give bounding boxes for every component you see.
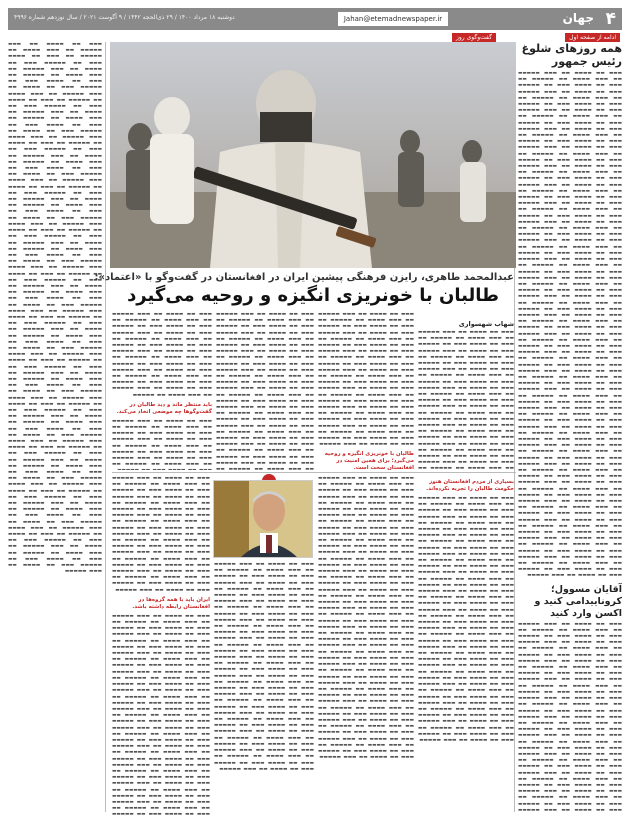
article-body-col-3: ▬▬▬ ▬▬ ▬▬▬▬ ▬▬ ▬▬▬ ▬▬▬▬▬ ▬▬ ▬▬▬ ▬▬▬▬ ▬▬ ▬▬▬▬▬ ▬▬ ▬▬▬ ▬▬ ▬▬▬▬ ▬▬▬ ▬▬ ▬▬▬▬▬ ▬▬▬ ▬▬ ▬▬▬▬ ▬▬ ▬▬▬ ▬▬▬▬▬ ▬▬ ▬▬▬ ▬▬▬▬ ▬▬ ▬▬▬▬▬ ▬▬ ▬▬▬ ▬▬ ▬▬▬▬ ▬▬▬ ▬▬ ▬▬▬▬▬ ▬▬▬ ▬▬ ▬▬▬▬ ▬▬ ▬▬▬ ▬▬▬▬▬ ▬▬ ▬▬▬ ▬▬▬▬ ▬▬ ▬▬▬▬▬ ▬▬ ▬▬▬ ▬▬ ▬▬▬▬ ▬▬▬ ▬▬ ▬▬▬▬▬ ▬▬▬ ▬▬ ▬▬▬▬ ▬▬ ▬▬▬ ▬▬▬▬▬ ▬▬ ▬▬▬ ▬▬▬▬ ▬▬ ▬▬▬▬▬ ▬▬ ▬▬▬ ▬▬ ▬▬▬▬ ▬▬▬ ▬▬ ▬▬▬▬▬ ▬▬▬ ▬▬ ▬▬▬▬ ▬▬ ▬▬▬ ▬▬▬▬▬ ▬▬ ▬▬▬ ▬▬▬▬ ▬▬ ▬▬▬▬▬ ▬▬ ▬▬▬ ▬▬ ▬▬▬▬ ▬▬▬ ▬▬ ▬▬▬▬▬ ▬▬▬ ▬▬ ▬▬▬▬ ▬▬ ▬▬▬ ▬▬▬▬▬ ▬▬ ▬▬▬ ▬▬▬▬ ▬▬ ▬▬▬▬▬ ▬▬ ▬▬▬ ▬▬ ▬▬▬▬ ▬▬▬ ▬▬ ▬▬▬▬▬ ▬▬▬ ▬▬ ▬▬▬▬ ▬▬ ▬▬▬ ▬▬▬▬▬ ▬▬ ▬▬▬ ▬▬▬▬ ▬▬ ▬▬▬▬▬ ▬▬ ▬▬▬ ▬▬ ▬▬▬▬ ▬▬▬ ▬▬ ▬▬▬▬▬ ▬▬▬ ▬▬ ▬▬▬▬ ▬▬ ▬▬▬ ▬▬▬▬▬ ▬▬ ▬▬▬ ▬▬▬▬ ▬▬ ▬▬▬▬▬ ▬▬ ▬▬▬ ▬▬ ▬▬▬▬ ▬▬▬ ▬▬ ▬▬▬▬▬ ▬▬▬ ▬▬ ▬▬▬▬ ▬▬ ▬▬▬ ▬▬▬▬▬ ▬▬ ▬▬▬ ▬▬▬▬ ▬▬ ▬▬▬▬▬ ▬▬	[216, 312, 314, 470]
page-number: ۴	[605, 9, 616, 29]
right-column-second-body: ▬▬▬ ▬▬ ▬▬▬▬ ▬▬ ▬▬▬ ▬▬▬▬▬ ▬▬ ▬▬▬ ▬▬▬▬ ▬▬ ▬▬▬▬▬ ▬▬ ▬▬▬ ▬▬ ▬▬▬▬ ▬▬▬ ▬▬ ▬▬▬▬▬ ▬▬▬ ▬▬ ▬▬▬▬ ▬▬ ▬▬▬ ▬▬▬▬▬ ▬▬ ▬▬▬ ▬▬▬▬ ▬▬ ▬▬▬▬▬ ▬▬ ▬▬▬ ▬▬ ▬▬▬▬ ▬▬▬ ▬▬ ▬▬▬▬▬ ▬▬▬ ▬▬ ▬▬▬▬ ▬▬ ▬▬▬ ▬▬▬▬▬ ▬▬ ▬▬▬ ▬▬▬▬ ▬▬ ▬▬▬▬▬ ▬▬ ▬▬▬ ▬▬ ▬▬▬▬ ▬▬▬ ▬▬ ▬▬▬▬▬ ▬▬▬ ▬▬ ▬▬▬▬ ▬▬ ▬▬▬ ▬▬▬▬▬ ▬▬ ▬▬▬ ▬▬▬▬ ▬▬ ▬▬▬▬▬ ▬▬ ▬▬▬ ▬▬ ▬▬▬▬ ▬▬▬ ▬▬ ▬▬▬▬▬ ▬▬▬ ▬▬ ▬▬▬▬ ▬▬ ▬▬▬ ▬▬▬▬▬ ▬▬ ▬▬▬ ▬▬▬▬ ▬▬ ▬▬▬▬▬ ▬▬ ▬▬▬ ▬▬ ▬▬▬▬ ▬▬▬ ▬▬ ▬▬▬▬▬ ▬▬▬ ▬▬ ▬▬▬▬ ▬▬ ▬▬▬ ▬▬▬▬▬ ▬▬ ▬▬▬ ▬▬▬▬ ▬▬ ▬▬▬▬▬ ▬▬ ▬▬▬ ▬▬ ▬▬▬▬ ▬▬▬ ▬▬ ▬▬▬▬▬ ▬▬▬ ▬▬ ▬▬▬▬ ▬▬ ▬▬▬ ▬▬▬▬▬ ▬▬ ▬▬▬ ▬▬▬▬ ▬▬ ▬▬▬▬▬ ▬▬ ▬▬▬ ▬▬ ▬▬▬▬ ▬▬▬ ▬▬ ▬▬▬▬▬ ▬▬▬ ▬▬ ▬▬▬▬ ▬▬ ▬▬▬ ▬▬▬▬▬ ▬▬ ▬▬▬ ▬▬▬▬ ▬▬ ▬▬▬▬▬ ▬▬ ▬▬▬ ▬▬ ▬▬▬▬ ▬▬▬ ▬▬ ▬▬▬▬▬ ▬▬▬ ▬▬ ▬▬▬▬ ▬▬ ▬▬▬ ▬▬▬▬▬ ▬▬ ▬▬▬ ▬▬▬▬ ▬▬ ▬▬▬▬▬ ▬▬ ▬▬▬ ▬▬ ▬▬▬▬ ▬▬▬ ▬▬ ▬▬▬▬▬ ▬▬▬ ▬▬ ▬▬▬▬ ▬▬ ▬▬▬ ▬▬▬▬▬ ▬▬ ▬▬▬ ▬▬▬▬ ▬▬ ▬▬▬▬▬ ▬▬ ▬▬▬ ▬▬ ▬▬▬▬ ▬▬▬ ▬▬ ▬▬▬▬▬ ▬▬▬ ▬▬ ▬▬▬▬ ▬▬ ▬▬▬ ▬▬▬▬▬	[518, 621, 622, 812]
right-column	[514, 42, 622, 812]
article-body-col-8: ▬▬▬ ▬▬ ▬▬▬▬ ▬▬ ▬▬▬ ▬▬▬▬▬ ▬▬ ▬▬▬ ▬▬▬▬ ▬▬ ▬▬▬▬▬ ▬▬ ▬▬▬ ▬▬ ▬▬▬▬ ▬▬▬ ▬▬ ▬▬▬▬▬ ▬▬▬ ▬▬ ▬▬▬▬ ▬▬ ▬▬▬ ▬▬▬▬▬ ▬▬ ▬▬▬ ▬▬▬▬ ▬▬ ▬▬▬▬▬ ▬▬ ▬▬▬ ▬▬ ▬▬▬▬ ▬▬▬ ▬▬ ▬▬▬▬▬ ▬▬▬ ▬▬ ▬▬▬▬ ▬▬ ▬▬▬ ▬▬▬▬▬ ▬▬ ▬▬▬ ▬▬▬▬ ▬▬ ▬▬▬▬▬ ▬▬ ▬▬▬ ▬▬ ▬▬▬▬ ▬▬▬ ▬▬ ▬▬▬▬▬ ▬▬▬ ▬▬ ▬▬▬▬ ▬▬ ▬▬▬ ▬▬▬▬▬ ▬▬ ▬▬▬ ▬▬▬▬ ▬▬ ▬▬▬▬▬ ▬▬ ▬▬▬ ▬▬ ▬▬▬▬ ▬▬▬ ▬▬ ▬▬▬▬▬ ▬▬▬ ▬▬ ▬▬▬▬ ▬▬ ▬▬▬ ▬▬▬▬▬ ▬▬ ▬▬▬ ▬▬▬▬ ▬▬ ▬▬▬▬▬ ▬▬ ▬▬▬ ▬▬ ▬▬▬▬ ▬▬▬ ▬▬ ▬▬▬▬▬ ▬▬▬ ▬▬ ▬▬▬▬ ▬▬ ▬▬▬ ▬▬▬▬▬ ▬▬ ▬▬▬ ▬▬▬▬ ▬▬ ▬▬▬▬▬ ▬▬ ▬▬▬ ▬▬ ▬▬▬▬ ▬▬▬ ▬▬ ▬▬▬▬▬ ▬▬▬ ▬▬ ▬▬▬▬ ▬▬ ▬▬▬ ▬▬▬▬▬ ▬▬ ▬▬▬ ▬▬▬▬ ▬▬ ▬▬▬▬▬ ▬▬ ▬▬▬ ▬▬ ▬▬▬▬ ▬▬▬ ▬▬ ▬▬▬▬▬ ▬▬▬ ▬▬ ▬▬▬▬ ▬▬ ▬▬▬ ▬▬▬▬▬ ▬▬ ▬▬▬ ▬▬▬▬ ▬▬ ▬▬▬▬▬ ▬▬ ▬▬▬ ▬▬ ▬▬▬▬ ▬▬▬ ▬▬ ▬▬▬▬▬ ▬▬▬ ▬▬ ▬▬▬▬ ▬▬ ▬▬▬ ▬▬▬▬▬ ▬▬ ▬▬▬ ▬▬▬▬ ▬▬ ▬▬▬▬▬ ▬▬ ▬▬▬ ▬▬ ▬▬▬▬ ▬▬▬ ▬▬ ▬▬▬▬▬ ▬▬▬ ▬▬ ▬▬▬▬ ▬▬ ▬▬▬ ▬▬▬▬▬ ▬▬ ▬▬▬ ▬▬▬▬ ▬▬ ▬▬▬▬▬ ▬▬ ▬▬▬ ▬▬ ▬▬▬▬ ▬▬▬ ▬▬ ▬▬▬▬▬ ▬▬▬ ▬▬ ▬▬▬▬ ▬▬ ▬▬▬ ▬▬▬▬▬ ▬▬ ▬▬▬ ▬▬▬▬ ▬▬ ▬▬▬▬▬ ▬▬ ▬▬▬ ▬▬ ▬▬▬▬ ▬▬▬ ▬▬ ▬▬▬▬▬ ▬▬▬ ▬▬ ▬▬▬▬ ▬▬ ▬▬▬ ▬▬▬▬▬	[214, 562, 314, 772]
article-body-col-7: ▬▬▬ ▬▬ ▬▬▬▬ ▬▬ ▬▬▬ ▬▬▬▬▬ ▬▬ ▬▬▬ ▬▬▬▬ ▬▬ ▬▬▬▬▬ ▬▬ ▬▬▬ ▬▬ ▬▬▬▬ ▬▬▬ ▬▬ ▬▬▬▬▬ ▬▬▬ ▬▬ ▬▬▬▬ ▬▬ ▬▬▬ ▬▬▬▬▬ ▬▬ ▬▬▬ ▬▬▬▬ ▬▬ ▬▬▬▬▬ ▬▬ ▬▬▬ ▬▬ ▬▬▬▬ ▬▬▬ ▬▬ ▬▬▬▬▬ ▬▬▬ ▬▬ ▬▬▬▬ ▬▬ ▬▬▬ ▬▬▬▬▬ ▬▬ ▬▬▬ ▬▬▬▬ ▬▬ ▬▬▬▬▬ ▬▬ ▬▬▬ ▬▬ ▬▬▬▬ ▬▬▬ ▬▬ ▬▬▬▬▬ ▬▬▬ ▬▬ ▬▬▬▬ ▬▬ ▬▬▬ ▬▬▬▬▬ ▬▬ ▬▬▬ ▬▬▬▬ ▬▬ ▬▬▬▬▬ ▬▬ ▬▬▬ ▬▬ ▬▬▬▬ ▬▬▬ ▬▬ ▬▬▬▬▬ ▬▬▬ ▬▬ ▬▬▬▬ ▬▬ ▬▬▬ ▬▬▬▬▬ ▬▬ ▬▬▬ ▬▬▬▬ ▬▬ ▬▬▬▬▬ ▬▬ ▬▬▬ ▬▬ ▬▬▬▬ ▬▬▬ ▬▬ ▬▬▬▬▬ ▬▬▬ ▬▬ ▬▬▬▬ ▬▬ ▬▬▬ ▬▬▬▬▬ ▬▬ ▬▬▬ ▬▬▬▬ ▬▬ ▬▬▬▬▬ ▬▬ ▬▬▬ ▬▬ ▬▬▬▬ ▬▬▬ ▬▬ ▬▬▬▬▬ ▬▬▬ ▬▬ ▬▬▬▬ ▬▬ ▬▬▬ ▬▬▬▬▬ ایران باید با همه گروه‌ها در افغانستان رابطه داشته باشد. ▬▬▬ ▬▬ ▬▬▬▬ ▬▬ ▬▬▬ ▬▬▬▬▬ ▬▬ ▬▬▬ ▬▬▬▬ ▬▬ ▬▬▬▬▬ ▬▬ ▬▬▬ ▬▬ ▬▬▬▬ ▬▬▬ ▬▬ ▬▬▬▬▬ ▬▬▬ ▬▬ ▬▬▬▬ ▬▬ ▬▬▬ ▬▬▬▬▬ ▬▬ ▬▬▬ ▬▬▬▬ ▬▬ ▬▬▬▬▬ ▬▬ ▬▬▬ ▬▬ ▬▬▬▬ ▬▬▬ ▬▬ ▬▬▬▬▬ ▬▬▬ ▬▬ ▬▬▬▬ ▬▬ ▬▬▬ ▬▬▬▬▬ ▬▬ ▬▬▬ ▬▬▬▬ ▬▬ ▬▬▬▬▬ ▬▬ ▬▬▬ ▬▬ ▬▬▬▬ ▬▬▬ ▬▬ ▬▬▬▬▬ ▬▬▬ ▬▬ ▬▬▬▬ ▬▬ ▬▬▬ ▬▬▬▬▬ ▬▬ ▬▬▬ ▬▬▬▬ ▬▬ ▬▬▬▬▬ ▬▬ ▬▬▬ ▬▬ ▬▬▬▬ ▬▬▬ ▬▬ ▬▬▬▬▬ ▬▬▬ ▬▬ ▬▬▬▬ ▬▬ ▬▬▬ ▬▬▬▬▬ ▬▬ ▬▬▬ ▬▬▬▬ ▬▬ ▬▬▬▬▬ ▬▬ ▬▬▬ ▬▬ ▬▬▬▬ ▬▬▬ ▬▬ ▬▬▬▬▬ ▬▬▬ ▬▬ ▬▬▬▬ ▬▬ ▬▬▬ ▬▬▬▬▬ ▬▬ ▬▬▬ ▬▬▬▬ ▬▬ ▬▬▬▬▬ ▬▬ ▬▬▬ ▬▬ ▬▬▬▬ ▬▬▬ ▬▬ ▬▬▬▬▬ ▬▬▬ ▬▬ ▬▬▬▬ ▬▬ ▬▬▬ ▬▬▬▬▬ ▬▬ ▬▬▬ ▬▬▬▬ ▬▬ ▬▬▬▬▬ ▬▬ ▬▬▬ ▬▬ ▬▬▬▬ ▬▬▬ ▬▬ ▬▬▬▬▬ ▬▬▬ ▬▬ ▬▬▬▬ ▬▬ ▬▬▬ ▬▬▬▬▬ ▬▬ ▬▬▬ ▬▬▬▬ ▬▬ ▬▬▬▬▬ ▬▬ ▬▬▬ ▬▬ ▬▬▬▬ ▬▬▬ ▬▬ ▬▬▬▬▬ ▬▬▬ ▬▬ ▬▬▬▬ ▬▬ ▬▬▬ ▬▬▬▬▬ ▬▬ ▬▬▬ ▬▬▬▬ ▬▬ ▬▬▬▬▬ ▬▬ ▬▬▬ ▬▬ ▬▬▬▬ ▬▬▬ ▬▬ ▬▬▬▬▬ ▬▬▬ ▬▬ ▬▬▬▬ ▬▬ ▬▬▬ ▬▬▬▬▬ ▬▬ ▬▬▬ ▬▬▬▬ ▬▬ ▬▬▬▬▬ ▬▬ ▬▬▬ ▬▬ ▬▬▬▬ ▬▬▬ ▬▬ ▬▬▬▬▬ ▬▬▬ ▬▬ ▬▬▬▬ ▬▬ ▬▬▬ ▬▬▬▬▬ ▬▬ ▬▬▬ ▬▬▬▬ ▬▬ ▬▬▬▬▬ ▬▬ ▬▬▬ ▬▬ ▬▬▬▬ ▬▬▬ ▬▬ ▬▬▬▬▬	[112, 476, 210, 816]
article-body-col-1: ▬▬▬ ▬▬ ▬▬▬▬ ▬▬ ▬▬▬ ▬▬▬▬▬ ▬▬ ▬▬▬ ▬▬▬▬ ▬▬ ▬▬▬▬▬ ▬▬ ▬▬▬ ▬▬ ▬▬▬▬ ▬▬▬ ▬▬ ▬▬▬▬▬ ▬▬▬ ▬▬ ▬▬▬▬ ▬▬ ▬▬▬ ▬▬▬▬▬ ▬▬ ▬▬▬ ▬▬▬▬ ▬▬ ▬▬▬▬▬ ▬▬ ▬▬▬ ▬▬ ▬▬▬▬ ▬▬▬ ▬▬ ▬▬▬▬▬ ▬▬▬ ▬▬ ▬▬▬▬ ▬▬ ▬▬▬ ▬▬▬▬▬ ▬▬ ▬▬▬ ▬▬▬▬ ▬▬ ▬▬▬▬▬ ▬▬ ▬▬▬ ▬▬ ▬▬▬▬ ▬▬▬ ▬▬ ▬▬▬▬▬ ▬▬▬ ▬▬ ▬▬▬▬ ▬▬ ▬▬▬ ▬▬▬▬▬ ▬▬ ▬▬▬ ▬▬▬▬ ▬▬ ▬▬▬▬▬ ▬▬ ▬▬▬ ▬▬ ▬▬▬▬ ▬▬▬ ▬▬ ▬▬▬▬▬ ▬▬▬ ▬▬ ▬▬▬▬ ▬▬ ▬▬▬ ▬▬▬▬▬ ▬▬ ▬▬▬ ▬▬▬▬ ▬▬ ▬▬▬▬▬ ▬▬ ▬▬▬ ▬▬ ▬▬▬▬ ▬▬▬ ▬▬ ▬▬▬▬▬ ▬▬▬ ▬▬ ▬▬▬▬ ▬▬ ▬▬▬ ▬▬▬▬▬ ▬▬ ▬▬▬ ▬▬▬▬ ▬▬ ▬▬▬▬▬ ▬▬ ▬▬▬ ▬▬ ▬▬▬▬ ▬▬▬ ▬▬ ▬▬▬▬▬ ▬▬▬ ▬▬ ▬▬▬▬ ▬▬ ▬▬▬ ▬▬▬▬▬ ▬▬ ▬▬▬ ▬▬▬▬ ▬▬ ▬▬▬▬▬ ▬▬ ▬▬▬ ▬▬ ▬▬▬▬ ▬▬▬ ▬▬ ▬▬▬▬▬ ▬▬▬ ▬▬ ▬▬▬▬ ▬▬ ▬▬▬ ▬▬▬▬▬ ▬▬ ▬▬▬ ▬▬▬▬ ▬▬ ▬▬▬▬▬ ▬▬	[418, 330, 514, 470]
article-body-col-6: ▬▬▬ ▬▬ ▬▬▬▬ ▬▬ ▬▬▬ ▬▬▬▬▬ ▬▬ ▬▬▬ ▬▬▬▬ ▬▬ ▬▬▬▬▬ ▬▬ ▬▬▬ ▬▬ ▬▬▬▬ ▬▬▬ ▬▬ ▬▬▬▬▬ ▬▬▬ ▬▬ ▬▬▬▬ ▬▬ ▬▬▬ ▬▬▬▬▬ ▬▬ ▬▬▬ ▬▬▬▬ ▬▬ ▬▬▬▬▬ ▬▬ ▬▬▬ ▬▬ ▬▬▬▬ ▬▬▬ ▬▬ ▬▬▬▬▬ ▬▬▬ ▬▬ ▬▬▬▬ ▬▬ ▬▬▬ ▬▬▬▬▬ ▬▬ ▬▬▬ ▬▬▬▬ ▬▬ ▬▬▬▬▬ ▬▬ ▬▬▬ ▬▬ ▬▬▬▬ ▬▬▬ ▬▬ ▬▬▬▬▬ ▬▬▬ ▬▬ ▬▬▬▬ ▬▬ ▬▬▬ ▬▬▬▬▬ ▬▬ ▬▬▬ ▬▬▬▬ ▬▬ ▬▬▬▬▬ ▬▬ ▬▬▬ ▬▬ ▬▬▬▬ ▬▬▬ ▬▬ ▬▬▬▬▬ ▬▬▬ ▬▬ ▬▬▬▬ ▬▬ ▬▬▬ ▬▬▬▬▬ ▬▬ ▬▬▬ ▬▬▬▬ ▬▬ ▬▬▬▬▬ ▬▬ ▬▬▬ ▬▬ ▬▬▬▬ ▬▬▬ ▬▬ ▬▬▬▬▬ ▬▬▬ ▬▬ ▬▬▬▬ ▬▬ ▬▬▬ ▬▬▬▬▬ ▬▬ ▬▬▬ ▬▬▬▬ ▬▬ ▬▬▬▬▬ ▬▬ ▬▬▬ ▬▬ ▬▬▬▬ ▬▬▬ ▬▬ ▬▬▬▬▬ ▬▬▬ ▬▬ ▬▬▬▬ ▬▬ ▬▬▬ ▬▬▬▬▬ ▬▬ ▬▬▬ ▬▬▬▬ ▬▬ ▬▬▬▬▬ ▬▬ ▬▬▬ ▬▬ ▬▬▬▬ ▬▬▬ ▬▬ ▬▬▬▬▬ ▬▬▬ ▬▬ ▬▬▬▬ ▬▬ ▬▬▬ ▬▬▬▬▬ ▬▬ ▬▬▬ ▬▬▬▬ ▬▬ ▬▬▬▬▬ ▬▬ ▬▬▬ ▬▬ ▬▬▬▬ ▬▬▬ ▬▬ ▬▬▬▬▬ ▬▬▬ ▬▬ ▬▬▬▬ ▬▬ ▬▬▬ ▬▬▬▬▬ ▬▬ ▬▬▬ ▬▬▬▬ ▬▬ ▬▬▬▬▬ ▬▬ ▬▬▬ ▬▬ ▬▬▬▬ ▬▬▬ ▬▬ ▬▬▬▬▬ ▬▬▬ ▬▬ ▬▬▬▬ ▬▬ ▬▬▬ ▬▬▬▬▬ ▬▬ ▬▬▬ ▬▬▬▬ ▬▬ ▬▬▬▬▬ ▬▬ ▬▬▬ ▬▬ ▬▬▬▬ ▬▬▬ ▬▬ ▬▬▬▬▬ ▬▬▬ ▬▬ ▬▬▬▬ ▬▬ ▬▬▬ ▬▬▬▬▬ ▬▬ ▬▬▬ ▬▬▬▬ ▬▬ ▬▬▬▬▬ ▬▬ ▬▬▬ ▬▬ ▬▬▬▬ ▬▬▬ ▬▬ ▬▬▬▬▬ ▬▬▬ ▬▬ ▬▬▬▬ ▬▬ ▬▬▬ ▬▬▬▬▬ ▬▬ ▬▬▬ ▬▬▬▬ ▬▬ ▬▬▬▬▬ ▬▬ ▬▬▬ ▬▬ ▬▬▬▬ ▬▬▬ ▬▬ ▬▬▬▬▬ ▬▬▬ ▬▬ ▬▬▬▬ ▬▬ ▬▬▬ ▬▬▬▬▬ ▬▬ ▬▬▬ ▬▬▬▬ ▬▬ ▬▬▬▬▬ ▬▬ ▬▬▬ ▬▬ ▬▬▬▬ ▬▬▬ ▬▬ ▬▬▬▬▬ ▬▬▬ ▬▬ ▬▬▬▬ ▬▬ ▬▬▬ ▬▬▬▬▬ ▬▬ ▬▬▬ ▬▬▬▬ ▬▬ ▬▬▬▬▬ ▬▬ ▬▬▬ ▬▬ ▬▬▬▬ ▬▬▬ ▬▬ ▬▬▬▬▬ ▬▬▬ ▬▬ ▬▬▬▬ ▬▬ ▬▬▬ ▬▬▬▬▬ ▬▬ ▬▬▬ ▬▬▬▬ ▬▬ ▬▬▬▬▬ ▬▬ ▬▬▬ ▬▬ ▬▬▬▬ ▬▬▬ ▬▬ ▬▬▬▬▬ ▬▬▬ ▬▬ ▬▬▬▬ ▬▬ ▬▬▬ ▬▬▬▬▬	[318, 476, 414, 761]
article-headline: طالبان با خونریزی انگیزه و روحیه می‌گیرد	[127, 285, 499, 306]
article-byline: شهاب شهسواری	[458, 320, 514, 328]
left-column-body: ▬▬▬ ▬▬ ▬▬▬▬ ▬▬ ▬▬▬ ▬▬▬▬▬ ▬▬ ▬▬▬ ▬▬▬▬ ▬▬ ▬▬▬▬▬ ▬▬ ▬▬▬ ▬▬ ▬▬▬▬ ▬▬▬ ▬▬ ▬▬▬▬▬ ▬▬▬ ▬▬ ▬▬▬▬ ▬▬ ▬▬▬ ▬▬▬▬▬ ▬▬ ▬▬▬ ▬▬▬▬ ▬▬ ▬▬▬▬▬ ▬▬ ▬▬▬ ▬▬ ▬▬▬▬ ▬▬▬ ▬▬ ▬▬▬▬▬ ▬▬▬ ▬▬ ▬▬▬▬ ▬▬ ▬▬▬ ▬▬▬▬▬ ▬▬ ▬▬▬ ▬▬▬▬ ▬▬ ▬▬▬▬▬ ▬▬ ▬▬▬ ▬▬ ▬▬▬▬ ▬▬▬ ▬▬ ▬▬▬▬▬ ▬▬▬ ▬▬ ▬▬▬▬ ▬▬ ▬▬▬ ▬▬▬▬▬ ▬▬ ▬▬▬ ▬▬▬▬ ▬▬ ▬▬▬▬▬ ▬▬ ▬▬▬ ▬▬ ▬▬▬▬ ▬▬▬ ▬▬ ▬▬▬▬▬ ▬▬▬ ▬▬ ▬▬▬▬ ▬▬ ▬▬▬ ▬▬▬▬▬ ▬▬ ▬▬▬ ▬▬▬▬ ▬▬ ▬▬▬▬▬ ▬▬ ▬▬▬ ▬▬ ▬▬▬▬ ▬▬▬ ▬▬ ▬▬▬▬▬ ▬▬▬ ▬▬ ▬▬▬▬ ▬▬ ▬▬▬ ▬▬▬▬▬ ▬▬ ▬▬▬ ▬▬▬▬ ▬▬ ▬▬▬▬▬ ▬▬ ▬▬▬ ▬▬ ▬▬▬▬ ▬▬▬ ▬▬ ▬▬▬▬▬ ▬▬▬ ▬▬ ▬▬▬▬ ▬▬ ▬▬▬ ▬▬▬▬▬ ▬▬ ▬▬▬ ▬▬▬▬ ▬▬ ▬▬▬▬▬ ▬▬ ▬▬▬ ▬▬ ▬▬▬▬ ▬▬▬ ▬▬ ▬▬▬▬▬ ▬▬▬ ▬▬ ▬▬▬▬ ▬▬ ▬▬▬ ▬▬▬▬▬ ▬▬ ▬▬▬ ▬▬▬▬ ▬▬ ▬▬▬▬▬ ▬▬ ▬▬▬ ▬▬ ▬▬▬▬ ▬▬▬ ▬▬ ▬▬▬▬▬ ▬▬▬ ▬▬ ▬▬▬▬ ▬▬ ▬▬▬ ▬▬▬▬▬ ▬▬ ▬▬▬ ▬▬▬▬ ▬▬ ▬▬▬▬▬ ▬▬ ▬▬▬ ▬▬ ▬▬▬▬ ▬▬▬ ▬▬ ▬▬▬▬▬ ▬▬▬ ▬▬ ▬▬▬▬ ▬▬ ▬▬▬ ▬▬▬▬▬ ▬▬ ▬▬▬ ▬▬▬▬ ▬▬ ▬▬▬▬▬ ▬▬ ▬▬▬ ▬▬ ▬▬▬▬ ▬▬▬ ▬▬ ▬▬▬▬▬ ▬▬▬ ▬▬ ▬▬▬▬ ▬▬ ▬▬▬ ▬▬▬▬▬ ▬▬ ▬▬▬ ▬▬▬▬ ▬▬ ▬▬▬▬▬ ▬▬ ▬▬▬ ▬▬ ▬▬▬▬ ▬▬▬ ▬▬ ▬▬▬▬▬ ▬▬▬ ▬▬ ▬▬▬▬ ▬▬ ▬▬▬ ▬▬▬▬▬ ▬▬ ▬▬▬ ▬▬▬▬ ▬▬ ▬▬▬▬▬ ▬▬ ▬▬▬ ▬▬ ▬▬▬▬ ▬▬▬ ▬▬ ▬▬▬▬▬ ▬▬▬ ▬▬ ▬▬▬▬ ▬▬ ▬▬▬ ▬▬▬▬▬ ▬▬ ▬▬▬ ▬▬▬▬ ▬▬ ▬▬▬▬▬ ▬▬ ▬▬▬ ▬▬ ▬▬▬▬ ▬▬▬ ▬▬ ▬▬▬▬▬ ▬▬▬ ▬▬ ▬▬▬▬ ▬▬ ▬▬▬ ▬▬▬▬▬ ▬▬ ▬▬▬ ▬▬▬▬ ▬▬ ▬▬▬▬▬ ▬▬ ▬▬▬ ▬▬ ▬▬▬▬ ▬▬▬ ▬▬ ▬▬▬▬▬ ▬▬▬ ▬▬ ▬▬▬▬ ▬▬ ▬▬▬ ▬▬▬▬▬ ▬▬ ▬▬▬ ▬▬▬▬ ▬▬ ▬▬▬▬▬ ▬▬ ▬▬▬ ▬▬ ▬▬▬▬ ▬▬▬ ▬▬ ▬▬▬▬▬ ▬▬▬ ▬▬ ▬▬▬▬ ▬▬ ▬▬▬ ▬▬▬▬▬ ▬▬ ▬▬▬ ▬▬▬▬ ▬▬ ▬▬▬▬▬ ▬▬ ▬▬▬ ▬▬ ▬▬▬▬ ▬▬▬ ▬▬ ▬▬▬▬▬ ▬▬▬ ▬▬ ▬▬▬▬ ▬▬ ▬▬▬ ▬▬▬▬▬ ▬▬ ▬▬▬ ▬▬▬▬ ▬▬ ▬▬▬▬▬ ▬▬ ▬▬▬ ▬▬ ▬▬▬▬ ▬▬▬ ▬▬ ▬▬▬▬▬ ▬▬▬ ▬▬ ▬▬▬▬ ▬▬ ▬▬▬ ▬▬▬▬▬ ▬▬ ▬▬▬ ▬▬▬▬ ▬▬ ▬▬▬▬▬ ▬▬ ▬▬▬ ▬▬ ▬▬▬▬ ▬▬▬ ▬▬ ▬▬▬▬▬ ▬▬▬ ▬▬ ▬▬▬▬ ▬▬ ▬▬▬ ▬▬▬▬▬ ▬▬ ▬▬▬ ▬▬▬▬ ▬▬ ▬▬▬▬▬ ▬▬ ▬▬▬ ▬▬ ▬▬▬▬ ▬▬▬ ▬▬ ▬▬▬▬▬ ▬▬▬ ▬▬ ▬▬▬▬ ▬▬ ▬▬▬ ▬▬▬▬▬ ▬▬ ▬▬▬ ▬▬▬▬ ▬▬ ▬▬▬▬▬ ▬▬ ▬▬▬ ▬▬ ▬▬▬▬ ▬▬▬ ▬▬ ▬▬▬▬▬ ▬▬▬ ▬▬ ▬▬▬▬ ▬▬ ▬▬▬ ▬▬▬▬▬ ▬▬ ▬▬▬ ▬▬▬▬ ▬▬ ▬▬▬▬▬ ▬▬ ▬▬▬ ▬▬ ▬▬▬▬ ▬▬▬ ▬▬ ▬▬▬▬▬ ▬▬▬ ▬▬ ▬▬▬▬ ▬▬ ▬▬▬ ▬▬▬▬▬ ▬▬ ▬▬▬ ▬▬▬▬ ▬▬ ▬▬▬▬▬ ▬▬ ▬▬▬ ▬▬ ▬▬▬▬ ▬▬▬ ▬▬ ▬▬▬▬▬ ▬▬▬ ▬▬ ▬▬▬▬ ▬▬ ▬▬▬ ▬▬▬▬▬ ▬▬ ▬▬▬ ▬▬▬▬ ▬▬ ▬▬▬▬▬ ▬▬ ▬▬▬ ▬▬ ▬▬▬▬ ▬▬▬ ▬▬ ▬▬▬▬▬ ▬▬▬ ▬▬ ▬▬▬▬ ▬▬ ▬▬▬ ▬▬▬▬▬ ▬▬ ▬▬▬ ▬▬▬▬ ▬▬ ▬▬▬▬▬ ▬▬ ▬▬▬ ▬▬ ▬▬▬▬ ▬▬▬ ▬▬ ▬▬▬▬▬ ▬▬▬ ▬▬ ▬▬▬▬ ▬▬ ▬▬▬ ▬▬▬▬▬	[8, 42, 102, 575]
article-kicker: عبدالمحمد طاهری، رایزن فرهنگی پیشین ایران در افغانستان در گفت‌وگو با «اعتماد»:	[94, 272, 514, 283]
section-divider	[112, 472, 516, 473]
article-body-col-5: بسیاری از مردم افغانستان هنوز حکومت طالبان را تجربه نکرده‌اند. ▬▬▬ ▬▬ ▬▬▬▬ ▬▬ ▬▬▬ ▬▬▬▬▬ ▬▬ ▬▬▬ ▬▬▬▬ ▬▬ ▬▬▬▬▬ ▬▬ ▬▬▬ ▬▬ ▬▬▬▬ ▬▬▬ ▬▬ ▬▬▬▬▬ ▬▬▬ ▬▬ ▬▬▬▬ ▬▬ ▬▬▬ ▬▬▬▬▬ ▬▬ ▬▬▬ ▬▬▬▬ ▬▬ ▬▬▬▬▬ ▬▬ ▬▬▬ ▬▬ ▬▬▬▬ ▬▬▬ ▬▬ ▬▬▬▬▬ ▬▬▬ ▬▬ ▬▬▬▬ ▬▬ ▬▬▬ ▬▬▬▬▬ ▬▬ ▬▬▬ ▬▬▬▬ ▬▬ ▬▬▬▬▬ ▬▬ ▬▬▬ ▬▬ ▬▬▬▬ ▬▬▬ ▬▬ ▬▬▬▬▬ ▬▬▬ ▬▬ ▬▬▬▬ ▬▬ ▬▬▬ ▬▬▬▬▬ ▬▬ ▬▬▬ ▬▬▬▬ ▬▬ ▬▬▬▬▬ ▬▬ ▬▬▬ ▬▬ ▬▬▬▬ ▬▬▬ ▬▬ ▬▬▬▬▬ ▬▬▬ ▬▬ ▬▬▬▬ ▬▬ ▬▬▬ ▬▬▬▬▬ ▬▬ ▬▬▬ ▬▬▬▬ ▬▬ ▬▬▬▬▬ ▬▬ ▬▬▬ ▬▬ ▬▬▬▬ ▬▬▬ ▬▬ ▬▬▬▬▬ ▬▬▬ ▬▬ ▬▬▬▬ ▬▬ ▬▬▬ ▬▬▬▬▬ ▬▬ ▬▬▬ ▬▬▬▬ ▬▬ ▬▬▬▬▬ ▬▬ ▬▬▬ ▬▬ ▬▬▬▬ ▬▬▬ ▬▬ ▬▬▬▬▬ ▬▬▬ ▬▬ ▬▬▬▬ ▬▬ ▬▬▬ ▬▬▬▬▬ ▬▬ ▬▬▬ ▬▬▬▬ ▬▬ ▬▬▬▬▬ ▬▬ ▬▬▬ ▬▬ ▬▬▬▬ ▬▬▬ ▬▬ ▬▬▬▬▬ ▬▬▬ ▬▬ ▬▬▬▬ ▬▬ ▬▬▬ ▬▬▬▬▬ ▬▬ ▬▬▬ ▬▬▬▬ ▬▬ ▬▬▬▬▬ ▬▬ ▬▬▬ ▬▬ ▬▬▬▬ ▬▬▬ ▬▬ ▬▬▬▬▬ ▬▬▬ ▬▬ ▬▬▬▬ ▬▬ ▬▬▬ ▬▬▬▬▬ ▬▬ ▬▬▬ ▬▬▬▬ ▬▬ ▬▬▬▬▬ ▬▬ ▬▬▬ ▬▬ ▬▬▬▬ ▬▬▬ ▬▬ ▬▬▬▬▬ ▬▬▬ ▬▬ ▬▬▬▬ ▬▬ ▬▬▬ ▬▬▬▬▬ ▬▬ ▬▬▬ ▬▬▬▬ ▬▬ ▬▬▬▬▬ ▬▬ ▬▬▬ ▬▬ ▬▬▬▬ ▬▬▬ ▬▬ ▬▬▬▬▬ ▬▬▬ ▬▬ ▬▬▬▬ ▬▬ ▬▬▬ ▬▬▬▬▬ ▬▬ ▬▬▬ ▬▬▬▬ ▬▬ ▬▬▬▬▬ ▬▬ ▬▬▬ ▬▬ ▬▬▬▬ ▬▬▬ ▬▬ ▬▬▬▬▬ ▬▬▬ ▬▬ ▬▬▬▬ ▬▬ ▬▬▬ ▬▬▬▬▬ ▬▬ ▬▬▬ ▬▬▬▬ ▬▬ ▬▬▬▬▬ ▬▬ ▬▬▬ ▬▬ ▬▬▬▬ ▬▬▬ ▬▬ ▬▬▬▬▬ ▬▬▬ ▬▬ ▬▬▬▬ ▬▬ ▬▬▬ ▬▬▬▬▬ ▬▬ ▬▬▬ ▬▬▬▬ ▬▬ ▬▬▬▬▬ ▬▬ ▬▬▬ ▬▬ ▬▬▬▬ ▬▬▬ ▬▬ ▬▬▬▬▬ ▬▬▬ ▬▬ ▬▬▬▬ ▬▬ ▬▬▬ ▬▬▬▬▬	[418, 479, 514, 743]
section-title: جهان	[562, 11, 594, 25]
article-body-col-2: ▬▬▬ ▬▬ ▬▬▬▬ ▬▬ ▬▬▬ ▬▬▬▬▬ ▬▬ ▬▬▬ ▬▬▬▬ ▬▬ ▬▬▬▬▬ ▬▬ ▬▬▬ ▬▬ ▬▬▬▬ ▬▬▬ ▬▬ ▬▬▬▬▬ ▬▬▬ ▬▬ ▬▬▬▬ ▬▬ ▬▬▬ ▬▬▬▬▬ ▬▬ ▬▬▬ ▬▬▬▬ ▬▬ ▬▬▬▬▬ ▬▬ ▬▬▬ ▬▬ ▬▬▬▬ ▬▬▬ ▬▬ ▬▬▬▬▬ ▬▬▬ ▬▬ ▬▬▬▬ ▬▬ ▬▬▬ ▬▬▬▬▬ ▬▬ ▬▬▬ ▬▬▬▬ ▬▬ ▬▬▬▬▬ ▬▬ ▬▬▬ ▬▬ ▬▬▬▬ ▬▬▬ ▬▬ ▬▬▬▬▬ ▬▬▬ ▬▬ ▬▬▬▬ ▬▬ ▬▬▬ ▬▬▬▬▬ ▬▬ ▬▬▬ ▬▬▬▬ ▬▬ ▬▬▬▬▬ ▬▬ ▬▬▬ ▬▬ ▬▬▬▬ ▬▬▬ ▬▬ ▬▬▬▬▬ ▬▬▬ ▬▬ ▬▬▬▬ ▬▬ ▬▬▬ ▬▬▬▬▬ ▬▬ ▬▬▬ ▬▬▬▬ ▬▬ ▬▬▬▬▬ ▬▬ ▬▬▬ ▬▬ ▬▬▬▬ ▬▬▬ ▬▬ ▬▬▬▬▬ ▬▬▬ ▬▬ ▬▬▬▬ ▬▬ ▬▬▬ ▬▬▬▬▬ ▬▬ ▬▬▬ ▬▬▬▬ ▬▬ ▬▬▬▬▬ ▬▬ ▬▬▬ ▬▬ ▬▬▬▬ ▬▬▬ ▬▬ ▬▬▬▬▬ ▬▬▬ ▬▬ ▬▬▬▬ ▬▬ ▬▬▬ ▬▬▬▬▬ ▬▬ ▬▬▬ ▬▬▬▬ ▬▬ ▬▬▬▬▬ ▬▬ ▬▬▬ ▬▬ ▬▬▬▬ ▬▬▬ ▬▬ ▬▬▬▬▬ ▬▬▬ ▬▬ ▬▬▬▬ ▬▬ ▬▬▬ ▬▬▬▬▬ طالبان با خونریزی انگیزه و روحیه می‌گیرد؛ برای همین امنیت در افغانستان سخت است.	[318, 312, 414, 470]
left-column	[8, 42, 106, 812]
interviewee-portrait	[213, 480, 313, 558]
right-column-headline: همه روزهای شلوغ رئیس جمهور	[521, 42, 622, 68]
right-column-second-headline: آقایان مسوول؛ کروناییدامی کنید و اکسن وارد کنید	[534, 583, 622, 619]
pull-quote-2: باید منتظر ماند و دید طالبان در گفت‌وگوها چه موضعی اتخاذ می‌کند.	[116, 401, 212, 415]
issue-dateline: دوشنبه ۱۸ مرداد ۱۴۰۰ / ۲۹ ذی‌الحجه ۱۴۴۲ / ۹ آگوست ۲۰۲۱ / سال نوزدهم شماره ۴۹۹۶	[14, 14, 235, 21]
interview-tag: گفت‌وگوی روز	[452, 33, 496, 42]
article-body-col-4: ▬▬▬ ▬▬ ▬▬▬▬ ▬▬ ▬▬▬ ▬▬▬▬▬ ▬▬ ▬▬▬ ▬▬▬▬ ▬▬ ▬▬▬▬▬ ▬▬ ▬▬▬ ▬▬ ▬▬▬▬ ▬▬▬ ▬▬ ▬▬▬▬▬ ▬▬▬ ▬▬ ▬▬▬▬ ▬▬ ▬▬▬ ▬▬▬▬▬ ▬▬ ▬▬▬ ▬▬▬▬ ▬▬ ▬▬▬▬▬ ▬▬ ▬▬▬ ▬▬ ▬▬▬▬ ▬▬▬ ▬▬ ▬▬▬▬▬ ▬▬▬ ▬▬ ▬▬▬▬ ▬▬ ▬▬▬ ▬▬▬▬▬ ▬▬ ▬▬▬ ▬▬▬▬ ▬▬ ▬▬▬▬▬ ▬▬ ▬▬▬ ▬▬ ▬▬▬▬ ▬▬▬ ▬▬ ▬▬▬▬▬ ▬▬▬ ▬▬ ▬▬▬▬ ▬▬ ▬▬▬ ▬▬▬▬▬ ▬▬ ▬▬▬ ▬▬▬▬ ▬▬ ▬▬▬▬▬ ▬▬ ▬▬▬ ▬▬ ▬▬▬▬ ▬▬▬ ▬▬ ▬▬▬▬▬ ▬▬▬ ▬▬ ▬▬▬▬ ▬▬ ▬▬▬ ▬▬▬▬▬ ▬▬ ▬▬▬ ▬▬▬▬ ▬▬ ▬▬▬▬▬ باید منتظر ماند و دید طالبان در گفت‌وگوها چه موضعی اتخاذ می‌کند. ▬▬▬ ▬▬ ▬▬▬▬ ▬▬ ▬▬▬ ▬▬▬▬▬ ▬▬ ▬▬▬ ▬▬▬▬ ▬▬ ▬▬▬▬▬ ▬▬ ▬▬▬ ▬▬ ▬▬▬▬ ▬▬▬ ▬▬ ▬▬▬▬▬ ▬▬▬ ▬▬ ▬▬▬▬ ▬▬ ▬▬▬ ▬▬▬▬▬ ▬▬ ▬▬▬ ▬▬▬▬ ▬▬ ▬▬▬▬▬ ▬▬ ▬▬▬ ▬▬ ▬▬▬▬ ▬▬▬ ▬▬ ▬▬▬▬▬ ▬▬▬ ▬▬ ▬▬▬▬ ▬▬ ▬▬▬ ▬▬▬▬▬ ▬▬ ▬▬▬ ▬▬▬▬ ▬▬ ▬▬▬▬▬ ▬▬	[112, 312, 212, 468]
main-news-photo	[110, 42, 516, 268]
pull-quote-3: بسیاری از مردم افغانستان هنوز حکومت طالبان را تجربه نکرده‌اند.	[426, 479, 514, 492]
right-column-body: ▬▬▬ ▬▬ ▬▬▬▬ ▬▬ ▬▬▬ ▬▬▬▬▬ ▬▬ ▬▬▬ ▬▬▬▬ ▬▬ ▬▬▬▬▬ ▬▬ ▬▬▬ ▬▬ ▬▬▬▬ ▬▬▬ ▬▬ ▬▬▬▬▬ ▬▬▬ ▬▬ ▬▬▬▬ ▬▬ ▬▬▬ ▬▬▬▬▬ ▬▬ ▬▬▬ ▬▬▬▬ ▬▬ ▬▬▬▬▬ ▬▬ ▬▬▬ ▬▬ ▬▬▬▬ ▬▬▬ ▬▬ ▬▬▬▬▬ ▬▬▬ ▬▬ ▬▬▬▬ ▬▬ ▬▬▬ ▬▬▬▬▬ ▬▬ ▬▬▬ ▬▬▬▬ ▬▬ ▬▬▬▬▬ ▬▬ ▬▬▬ ▬▬ ▬▬▬▬ ▬▬▬ ▬▬ ▬▬▬▬▬ ▬▬▬ ▬▬ ▬▬▬▬ ▬▬ ▬▬▬ ▬▬▬▬▬ ▬▬ ▬▬▬ ▬▬▬▬ ▬▬ ▬▬▬▬▬ ▬▬ ▬▬▬ ▬▬ ▬▬▬▬ ▬▬▬ ▬▬ ▬▬▬▬▬ ▬▬▬ ▬▬ ▬▬▬▬ ▬▬ ▬▬▬ ▬▬▬▬▬ ▬▬ ▬▬▬ ▬▬▬▬ ▬▬ ▬▬▬▬▬ ▬▬ ▬▬▬ ▬▬ ▬▬▬▬ ▬▬▬ ▬▬ ▬▬▬▬▬ ▬▬▬ ▬▬ ▬▬▬▬ ▬▬ ▬▬▬ ▬▬▬▬▬ ▬▬ ▬▬▬ ▬▬▬▬ ▬▬ ▬▬▬▬▬ ▬▬ ▬▬▬ ▬▬ ▬▬▬▬ ▬▬▬ ▬▬ ▬▬▬▬▬ ▬▬▬ ▬▬ ▬▬▬▬ ▬▬ ▬▬▬ ▬▬▬▬▬ ▬▬ ▬▬▬ ▬▬▬▬ ▬▬ ▬▬▬▬▬ ▬▬ ▬▬▬ ▬▬ ▬▬▬▬ ▬▬▬ ▬▬ ▬▬▬▬▬ ▬▬▬ ▬▬ ▬▬▬▬ ▬▬ ▬▬▬ ▬▬▬▬▬ ▬▬ ▬▬▬ ▬▬▬▬ ▬▬ ▬▬▬▬▬ ▬▬ ▬▬▬ ▬▬ ▬▬▬▬ ▬▬▬ ▬▬ ▬▬▬▬▬ ▬▬▬ ▬▬ ▬▬▬▬ ▬▬ ▬▬▬ ▬▬▬▬▬ ▬▬ ▬▬▬ ▬▬▬▬ ▬▬ ▬▬▬▬▬ ▬▬ ▬▬▬ ▬▬ ▬▬▬▬ ▬▬▬ ▬▬ ▬▬▬▬▬ ▬▬▬ ▬▬ ▬▬▬▬ ▬▬ ▬▬▬ ▬▬▬▬▬ ▬▬ ▬▬▬ ▬▬▬▬ ▬▬ ▬▬▬▬▬ ▬▬ ▬▬▬ ▬▬ ▬▬▬▬ ▬▬▬ ▬▬ ▬▬▬▬▬ ▬▬▬ ▬▬ ▬▬▬▬ ▬▬ ▬▬▬ ▬▬▬▬▬ ▬▬ ▬▬▬ ▬▬▬▬ ▬▬ ▬▬▬▬▬ ▬▬ ▬▬▬ ▬▬ ▬▬▬▬ ▬▬▬ ▬▬ ▬▬▬▬▬ ▬▬▬ ▬▬ ▬▬▬▬ ▬▬ ▬▬▬ ▬▬▬▬▬ ▬▬ ▬▬▬ ▬▬▬▬ ▬▬ ▬▬▬▬▬ ▬▬ ▬▬▬ ▬▬ ▬▬▬▬ ▬▬▬ ▬▬ ▬▬▬▬▬ ▬▬▬ ▬▬ ▬▬▬▬ ▬▬ ▬▬▬ ▬▬▬▬▬ ▬▬ ▬▬▬ ▬▬▬▬ ▬▬ ▬▬▬▬▬ ▬▬ ▬▬▬ ▬▬ ▬▬▬▬ ▬▬▬ ▬▬ ▬▬▬▬▬ ▬▬▬ ▬▬ ▬▬▬▬ ▬▬ ▬▬▬ ▬▬▬▬▬ ▬▬ ▬▬▬ ▬▬▬▬ ▬▬ ▬▬▬▬▬ ▬▬ ▬▬▬ ▬▬ ▬▬▬▬ ▬▬▬ ▬▬ ▬▬▬▬▬ ▬▬▬ ▬▬ ▬▬▬▬ ▬▬ ▬▬▬ ▬▬▬▬▬ ▬▬ ▬▬▬ ▬▬▬▬ ▬▬ ▬▬▬▬▬ ▬▬ ▬▬▬ ▬▬ ▬▬▬▬ ▬▬▬ ▬▬ ▬▬▬▬▬ ▬▬▬ ▬▬ ▬▬▬▬ ▬▬ ▬▬▬ ▬▬▬▬▬ ▬▬ ▬▬▬ ▬▬▬▬ ▬▬ ▬▬▬▬▬ ▬▬ ▬▬▬ ▬▬ ▬▬▬▬ ▬▬▬ ▬▬ ▬▬▬▬▬ ▬▬▬ ▬▬ ▬▬▬▬ ▬▬ ▬▬▬ ▬▬▬▬▬ ▬▬ ▬▬▬ ▬▬▬▬ ▬▬ ▬▬▬▬▬ ▬▬ ▬▬▬ ▬▬ ▬▬▬▬ ▬▬▬ ▬▬ ▬▬▬▬▬ ▬▬▬ ▬▬ ▬▬▬▬ ▬▬ ▬▬▬ ▬▬▬▬▬ ▬▬ ▬▬▬ ▬▬▬▬ ▬▬ ▬▬▬▬▬ ▬▬ ▬▬▬ ▬▬ ▬▬▬▬ ▬▬▬ ▬▬ ▬▬▬▬▬ ▬▬▬ ▬▬ ▬▬▬▬ ▬▬ ▬▬▬ ▬▬▬▬▬ ▬▬ ▬▬▬ ▬▬▬▬ ▬▬ ▬▬▬▬▬ ▬▬ ▬▬▬ ▬▬ ▬▬▬▬ ▬▬▬ ▬▬ ▬▬▬▬▬ ▬▬▬ ▬▬ ▬▬▬▬ ▬▬ ▬▬▬ ▬▬▬▬▬ ▬▬ ▬▬▬ ▬▬▬▬ ▬▬ ▬▬▬▬▬ ▬▬ ▬▬▬ ▬▬ ▬▬▬▬ ▬▬▬ ▬▬ ▬▬▬▬▬ ▬▬▬ ▬▬ ▬▬▬▬ ▬▬ ▬▬▬ ▬▬▬▬▬ ▬▬ ▬▬▬ ▬▬▬▬ ▬▬ ▬▬▬▬▬ ▬▬ ▬▬▬ ▬▬ ▬▬▬▬ ▬▬▬ ▬▬ ▬▬▬▬▬ ▬▬▬ ▬▬ ▬▬▬▬ ▬▬ ▬▬▬ ▬▬▬▬▬ ▬▬ ▬▬▬ ▬▬▬▬ ▬▬ ▬▬▬▬▬ ▬▬ ▬▬▬ ▬▬ ▬▬▬▬ ▬▬▬ ▬▬ ▬▬▬▬▬ ▬▬▬ ▬▬ ▬▬▬▬ ▬▬ ▬▬▬ ▬▬▬▬▬ ▬▬ ▬▬▬ ▬▬▬▬ ▬▬ ▬▬▬▬▬ ▬▬ ▬▬▬ ▬▬ ▬▬▬▬ ▬▬▬ ▬▬ ▬▬▬▬▬ ▬▬▬ ▬▬ ▬▬▬▬ ▬▬ ▬▬▬ ▬▬▬▬▬ ▬▬ ▬▬▬ ▬▬▬▬ ▬▬ ▬▬▬▬▬ ▬▬ ▬▬▬ ▬▬ ▬▬▬▬ ▬▬▬ ▬▬ ▬▬▬▬▬ ▬▬▬ ▬▬ ▬▬▬▬ ▬▬ ▬▬▬ ▬▬▬▬▬ ▬▬ ▬▬▬ ▬▬▬▬ ▬▬ ▬▬▬▬▬ ▬▬ ▬▬▬ ▬▬ ▬▬▬▬ ▬▬▬ ▬▬ ▬▬▬▬▬ ▬▬▬ ▬▬ ▬▬▬▬ ▬▬ ▬▬▬ ▬▬▬▬▬ ▬▬ ▬▬▬ ▬▬▬▬ ▬▬ ▬▬▬▬▬ ▬▬ ▬▬▬ ▬▬ ▬▬▬▬ ▬▬▬ ▬▬ ▬▬▬▬▬ ▬▬▬ ▬▬ ▬▬▬▬ ▬▬ ▬▬▬ ▬▬▬▬▬ ▬▬ ▬▬▬ ▬▬▬▬ ▬▬ ▬▬▬▬▬ ▬▬ ▬▬▬ ▬▬ ▬▬▬▬ ▬▬▬ ▬▬ ▬▬▬▬▬ ▬▬▬ ▬▬ ▬▬▬▬ ▬▬ ▬▬▬ ▬▬▬▬▬	[518, 71, 622, 579]
page-header	[8, 8, 622, 30]
pull-quote-4: ایران باید با همه گروه‌ها در افغانستان رابطه داشته باشد.	[132, 596, 210, 610]
continued-tag: ادامه از صفحه اول	[565, 33, 620, 42]
pull-quote-1: طالبان با خونریزی انگیزه و روحیه می‌گیرد؛ برای همین امنیت در افغانستان سخت است.	[324, 451, 414, 470]
section-email[interactable]: Jahan@etemadnewspaper.ir	[338, 12, 448, 26]
